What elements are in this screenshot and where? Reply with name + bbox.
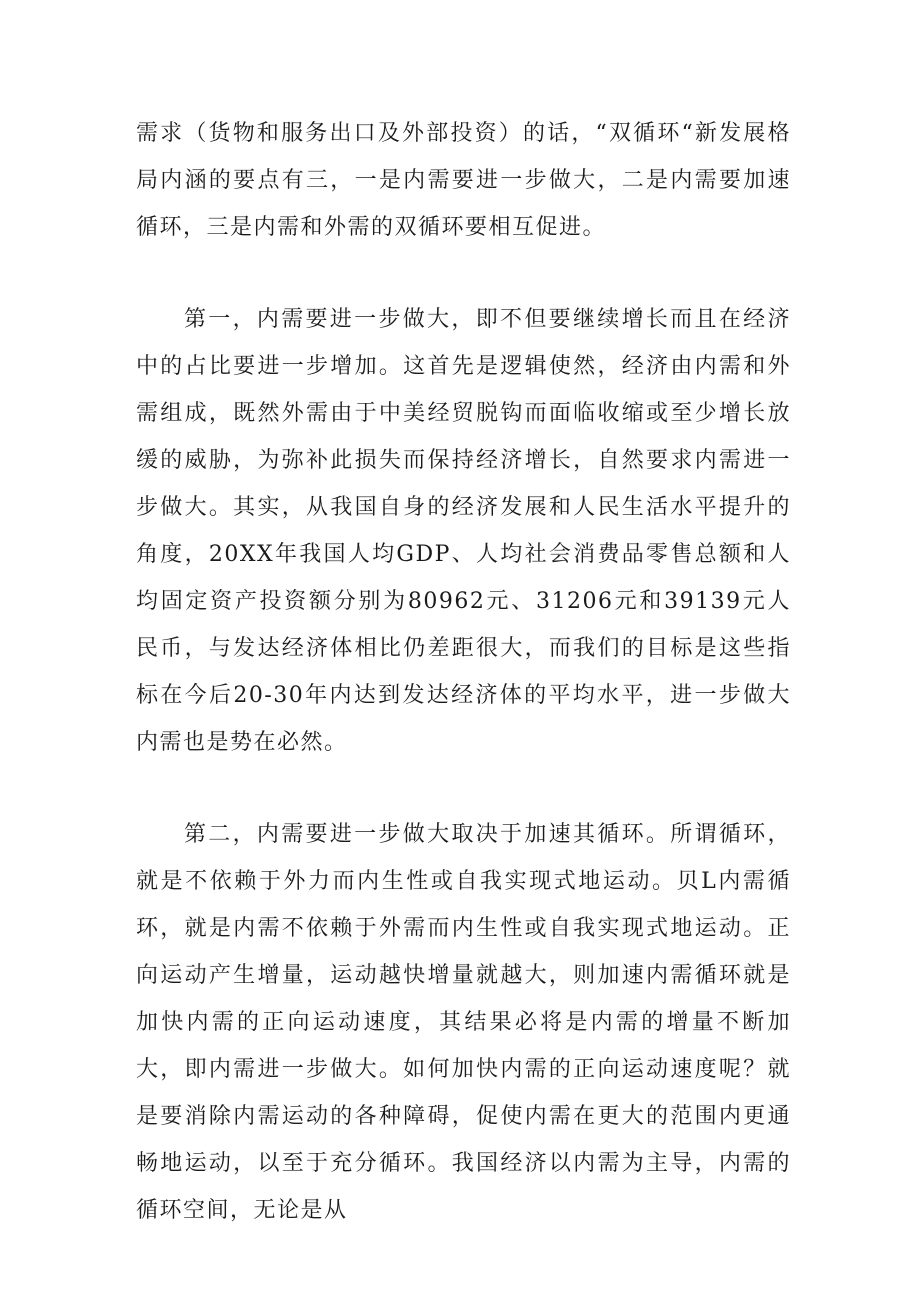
paragraph-second-point: 第二，内需要进一步做大取决于加速其循环。所谓循环，就是不依赖于外力而内生性或自我实现式地运动。贝L内需循环，就是内需不依赖于外需而内生性或自我实现式地运动。正向运动产生增量，运动越快增量就越大，则加速内需循环就是加快内需的正向运动速度，其结果必将是内需的增量不断加大，即内需进一步做大。如何加快内需的正向运动速度呢？就是要消除内需运动的各种障碍，促使内需在更大的范围内更通畅地运动，以至于充分循环。我国经济以内需为主导，内需的循环空间，无论是从 <box>136 822 791 1223</box>
paragraph-first-point: 第一，内需要进一步做大，即不但要继续增长而且在经济中的占比要进一步增加。这首先是逻辑使然，经济由内需和外需组成，既然外需由于中美经贸脱钩而面临收缩或至少增长放缓的威胁，为弥补此损失而保持经济增长，自然要求内需进一步做大。其实，从我国自身的经济发展和人民生活水平提升的角度，20XX年我国人均GDP、人均社会消费品零售总额和人均固定资产投资额分别为80962元、31206元和39139元人民币，与发达经济体相比仍差距很大，而我们的目标是这些指标在今后20-30年内达到发达经济体的平均水平，进一步做大内需也是势在必然。 <box>136 307 791 755</box>
paragraph-continuation: 需求（货物和服务出口及外部投资）的话，“双循环“新发展格局内涵的要点有三，一是内需要进一步做大，二是内需要加速循环，三是内需和外需的双循环要相互促进。 <box>136 121 791 240</box>
document-body <box>136 110 791 1234</box>
